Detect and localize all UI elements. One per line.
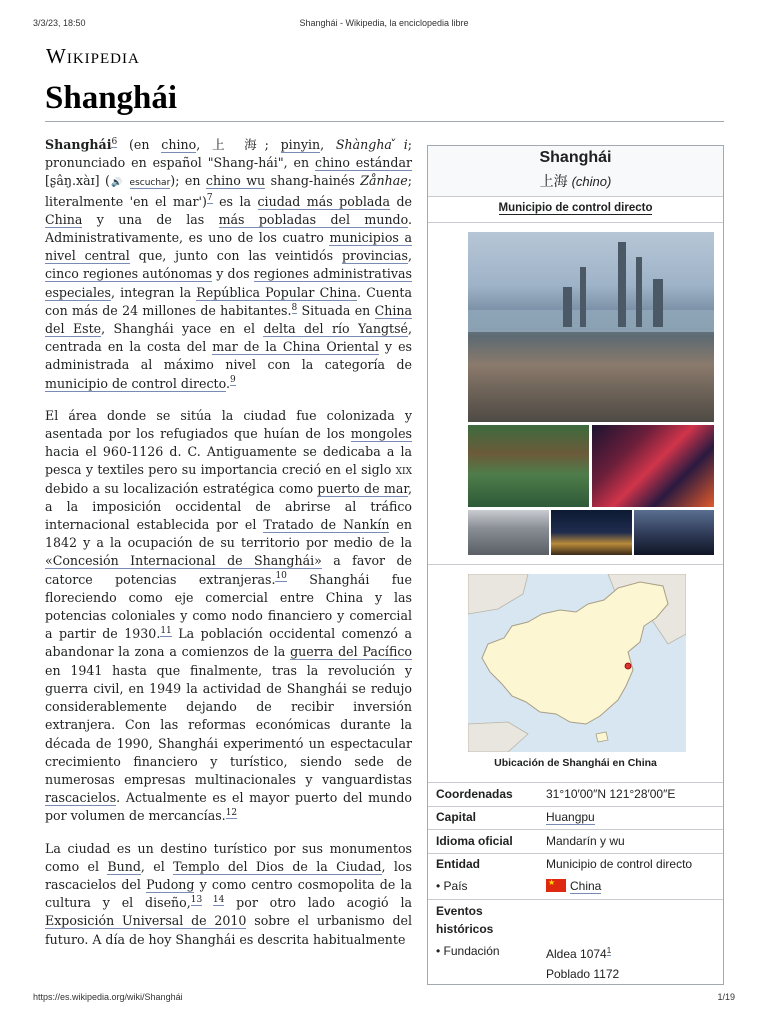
- link-rascacielos[interactable]: rascacielos: [45, 790, 117, 806]
- link-tratado-nankin[interactable]: Tratado de Nankín: [263, 517, 390, 533]
- ref-8[interactable]: 8: [291, 302, 298, 313]
- link-puerto-de-mar[interactable]: puerto de mar: [317, 480, 408, 496]
- ref-12[interactable]: 12: [225, 808, 238, 819]
- wikipedia-wordmark[interactable]: Wikipedia: [46, 44, 140, 68]
- print-datetime: 3/3/23, 18:50: [33, 18, 86, 28]
- ref-13[interactable]: 13: [190, 894, 203, 905]
- native-lang-link[interactable]: (chino): [571, 174, 612, 189]
- print-header: [33, 18, 735, 32]
- title-divider: [45, 121, 724, 122]
- link-mongoles[interactable]: mongoles: [350, 426, 412, 442]
- china-flag-icon: [546, 879, 566, 892]
- canal-town-photo[interactable]: [468, 510, 549, 555]
- link-rpc[interactable]: República Popular China: [196, 284, 357, 300]
- print-url: https://es.wikipedia.org/wiki/Shanghái: [33, 992, 183, 1002]
- ref-7[interactable]: 7: [206, 193, 213, 204]
- link-bund[interactable]: Bund: [107, 858, 141, 874]
- infobox-title: Shanghái: [539, 149, 612, 166]
- entidad-link[interactable]: Municipio de control directo: [546, 857, 693, 871]
- speaker-icon[interactable]: 🔊: [109, 178, 125, 189]
- link-chino-wu[interactable]: chino wu: [205, 173, 266, 189]
- china-map-shape: [468, 574, 686, 752]
- ref-foundation[interactable]: 1: [606, 946, 612, 955]
- infobox-header: [428, 146, 723, 196]
- link-pudong[interactable]: Pudong: [146, 876, 195, 892]
- pudong-dusk-photo[interactable]: [634, 510, 714, 555]
- ref-11[interactable]: 11: [160, 626, 172, 637]
- nanjing-road-photo[interactable]: [592, 425, 714, 507]
- pinyin-value: Shàngha ̌i: [335, 137, 408, 152]
- link-provincias[interactable]: provincias: [341, 248, 408, 264]
- link-chino-estandar[interactable]: chino estándar: [315, 155, 412, 171]
- link-expo-2010[interactable]: Exposición Universal de 2010: [45, 913, 247, 929]
- link-guerra-pacifico[interactable]: guerra del Pacífico: [290, 644, 412, 660]
- article-body: [45, 136, 412, 963]
- link-ciudad-poblada[interactable]: ciudad más poblada: [257, 193, 390, 209]
- wu-value: Zånhae: [360, 173, 408, 189]
- print-doc-title: Shanghái - Wikipedia, la enciclopedia libre: [299, 18, 469, 28]
- page-title: Shanghái: [45, 80, 178, 116]
- capital-link[interactable]: Huangpu: [546, 810, 595, 824]
- infobox-native-name: 上海 (chino): [539, 173, 612, 189]
- listen-link[interactable]: escuchar: [129, 178, 171, 189]
- link-china-este[interactable]: China del Este: [45, 302, 412, 337]
- link-mar-china-oriental[interactable]: mar de la China Oriental: [212, 339, 379, 355]
- ref-14[interactable]: 14: [212, 894, 225, 905]
- infobox: Shanghái 上海 (chino) Municipio de control directo Ubicación de Shanghái en China Coordenadas 31°10′00″N 121°28′00″E Capital Huangpu Idioma oficial Mandarín y wu Entidad Municipio de control directo • País ★ China Eventos históricos • Fundación Aldea 1074$^1$ Poblado 1172: [427, 145, 724, 985]
- infobox-subtitle[interactable]: Municipio de control directo: [498, 202, 653, 214]
- paragraph-history: El área donde se sitúa la ciudad fue colonizada y asentada por los refugiados que huían de los mongoles hacia el 960-1126 d. C. Antiguamente se dedicaba a la pesca y textiles pero su importancia creció en el siglo xix debido a su localización estratégica como puerto de mar, a la imposición occidental de abrirse al tráfico internacional establecida por el Tratado de Nankín en 1842 y a la ocupación de su territorio por medio de la «Concesión Internacional de Shanghái» a favor de catorce potencias extranjeras.$^{10}$ Shanghái fue floreciendo como eje comercial entre China y las potencias coloniales y como nodo financiero y comercial a partir de 1930.11 La población occidental comenzó a abandonar la zona a comienzos de la guerra del Pacífico en 1941 hasta que finalmente, tras la revolución y guerra civil, en 1949 la actividad de Shanghái se redujo considerablemente dejando de recibir inversión extranjera. Con las reformas económicas durante la década de 1990, Shanghái experimentó un espectacular crecimiento financiero y turístico, siendo sede de numerosas empresas multinacionales y vanguardistas rascacielos. Actualmente es el mayor puerto del mundo por volumen de mercancías.$^{12}$: [45, 407, 412, 824]
- link-delta-yangtse[interactable]: delta del río Yangtsé: [263, 321, 408, 337]
- location-map[interactable]: [468, 574, 686, 752]
- link-regiones-autonomas[interactable]: cinco regiones autónomas: [45, 266, 213, 282]
- print-page-number: 1/19: [717, 992, 735, 1002]
- link-municipios[interactable]: municipios a nivel central: [45, 230, 412, 264]
- link-mas-pobladas[interactable]: más pobladas del mundo: [218, 211, 408, 227]
- print-footer: [33, 992, 735, 1006]
- link-china[interactable]: China: [45, 211, 83, 227]
- link-municipio-control-directo[interactable]: municipio de control directo: [45, 375, 226, 391]
- paragraph-intro: Shanghái$^6$ (en chino, 上 海; pinyin, Shàngha ̌i; pronunciado en español "Shang-hái", en chino estándar [ʂâŋ.xàɪ] (🔊 escuchar); en chino wu shang-hainés Zånhae; literalmente 'en el mar')$^7$ es la ciudad más poblada de China y una de las más pobladas del mundo. Administrativamente, es uno de los cuatro municipios a nivel central que, junto con las veintidós provincias, cinco regiones autónomas y dos regiones administrativas especiales, integran la República Popular China. Cuenta con más de 24 millones de habitantes.$^8$ Situada en China del Este, Shanghái yace en el delta del río Yangtsé, centrada en la costa del mar de la China Oriental y es administrada al máximo nivel con la categoría de municipio de control directo.$^9$: [45, 136, 413, 391]
- coordinates-link[interactable]: 31°10′00″N 121°28′00″E: [546, 787, 676, 801]
- country-link[interactable]: China: [570, 879, 602, 893]
- link-templo-dios-ciudad[interactable]: Templo del Dios de la Ciudad: [173, 858, 382, 874]
- link-concesion-internacional[interactable]: «Concesión Internacional de Shanghái»: [45, 553, 322, 569]
- paragraph-tourism: La ciudad es un destino turístico por sus monumentos como el Bund, el Templo del Dios de la Ciudad, los rascacielos del Pudong y como centro cosmopolita de la cultura y el diseño,$^{13}$ $^{14}$ por otro lado acogió la Exposición Universal de 2010 sobre el urbanismo del futuro. A día de hoy Shanghái es descrita habitualmente: [45, 840, 413, 947]
- link-pinyin[interactable]: pinyin: [280, 137, 321, 152]
- ipa-transcription: [ʂâŋ.xàɪ]: [45, 173, 100, 189]
- skyline-photo[interactable]: [468, 232, 714, 422]
- ref-6[interactable]: 6: [111, 136, 118, 147]
- link-chino[interactable]: chino: [161, 137, 197, 152]
- map-caption: Ubicación de Shanghái en China: [494, 757, 657, 769]
- ref-10[interactable]: 10: [275, 571, 287, 582]
- ref-9[interactable]: 9: [229, 375, 236, 386]
- bund-night-photo[interactable]: [551, 510, 632, 555]
- hanzi-name: 上 海: [212, 137, 265, 152]
- garden-photo[interactable]: [468, 425, 589, 507]
- link-regiones-administrativas[interactable]: regiones administrativas especiales: [45, 266, 412, 300]
- article-subject: Shanghái: [45, 137, 112, 152]
